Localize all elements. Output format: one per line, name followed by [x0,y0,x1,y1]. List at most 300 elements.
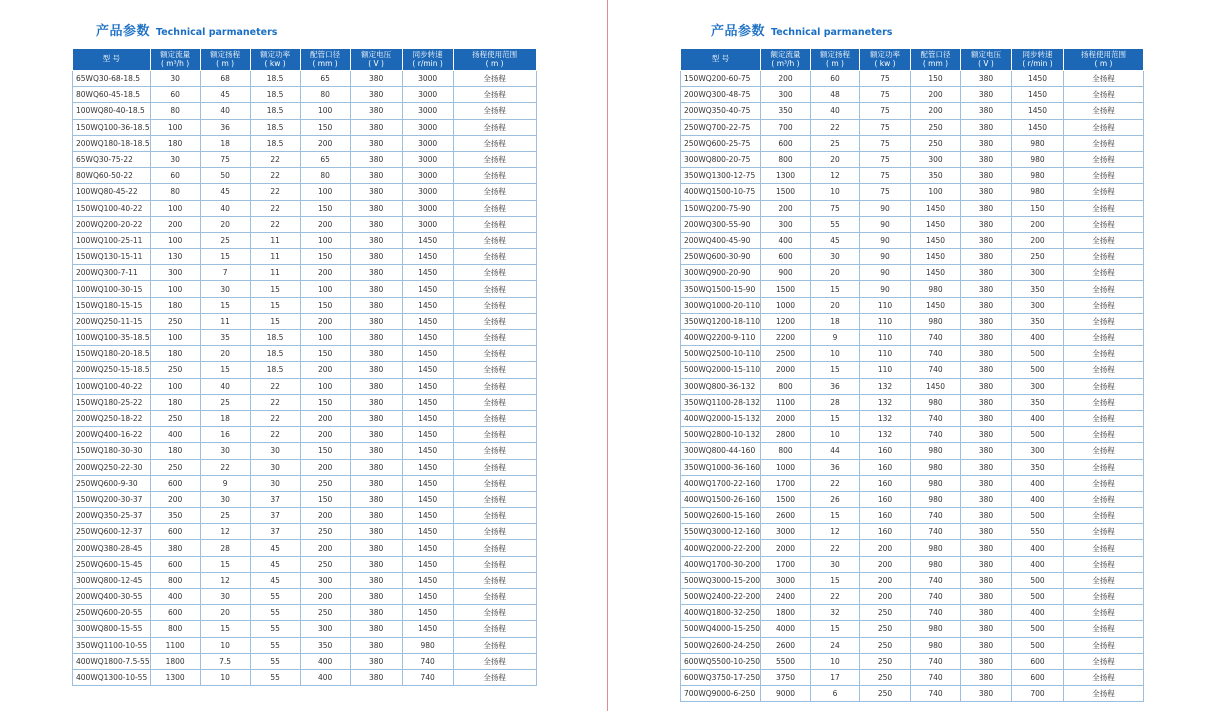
table-cell: 250 [860,686,911,702]
table-cell: 2400 [761,589,811,605]
table-cell: 200 [1012,216,1064,232]
table-row [73,637,537,653]
table-cell: 26 [811,491,860,507]
table-cell: 380 [961,119,1012,135]
table-cell: 1000 [761,459,811,475]
model-cell: 200WQ250-22-30 [73,459,151,475]
table-cell: 380 [961,686,1012,702]
table-cell: 132 [860,394,911,410]
table-cell: 800 [761,151,811,167]
table-cell: 2200 [761,330,811,346]
table-cell: 全扬程 [453,621,536,637]
table-cell: 100 [150,119,200,135]
table-cell: 全扬程 [453,232,536,248]
table-cell: 75 [860,103,911,119]
model-cell: 150WQ180-30-30 [73,443,151,459]
table-cell: 980 [1012,168,1064,184]
table-cell: 25 [811,135,860,151]
table-cell: 380 [961,508,1012,524]
table-cell: 740 [911,572,961,588]
model-cell: 300WQ800-12-45 [73,572,151,588]
table-cell: 380 [961,232,1012,248]
column-header-label: 型 号 [711,54,730,64]
table-cell: 500 [1012,362,1064,378]
table-row [681,475,1144,491]
table-cell: 37 [250,524,300,540]
table-cell: 380 [961,443,1012,459]
table-cell: 22 [250,184,300,200]
table-cell: 380 [961,200,1012,216]
table-cell: 160 [860,508,911,524]
table-header-row [73,49,537,71]
table-cell: 1450 [402,394,453,410]
table-cell: 1100 [761,394,811,410]
table-cell: 60 [150,87,200,103]
left-page [0,0,606,711]
table-cell: 全扬程 [1064,216,1144,232]
table-row [73,394,537,410]
model-cell: 200WQ200-20-22 [73,216,151,232]
table-cell: 380 [350,637,402,653]
column-header-unit: ( mm ) [922,58,949,68]
table-cell: 600 [1012,669,1064,685]
table-cell: 980 [911,459,961,475]
table-cell: 30 [200,443,250,459]
column-header [911,49,961,71]
table-cell: 10 [811,653,860,669]
table-cell: 36 [200,119,250,135]
table-cell: 45 [250,540,300,556]
table-cell: 400 [1012,540,1064,556]
model-cell: 150WQ180-15-15 [73,297,151,313]
table-cell: 32 [811,605,860,621]
table-cell: 全扬程 [1064,605,1144,621]
table-cell: 160 [860,443,911,459]
table-cell: 22 [811,589,860,605]
table-cell: 300 [1012,297,1064,313]
table-cell: 全扬程 [453,589,536,605]
table-cell: 22 [250,151,300,167]
table-cell: 380 [350,313,402,329]
table-cell: 全扬程 [453,346,536,362]
table-row [681,540,1144,556]
table-cell: 740 [911,589,961,605]
table-cell: 160 [860,491,911,507]
model-cell: 400WQ2000-22-200 [681,540,761,556]
model-cell: 600WQ3750-17-250 [681,669,761,685]
table-cell: 全扬程 [1064,572,1144,588]
table-cell: 980 [911,281,961,297]
table-row [73,168,537,184]
table-row [681,281,1144,297]
table-cell: 110 [860,362,911,378]
model-cell: 550WQ3000-12-160 [681,524,761,540]
table-cell: 25 [200,232,250,248]
table-row [681,637,1144,653]
table-cell: 1450 [911,249,961,265]
column-header-label: 额定扬程 [820,50,850,59]
table-cell: 500 [1012,508,1064,524]
table-cell: 全扬程 [1064,394,1144,410]
column-header-label: 额定电压 [361,50,392,59]
table-row [681,669,1144,685]
table-cell: 28 [200,540,250,556]
table-cell: 380 [961,346,1012,362]
table-cell: 380 [350,249,402,265]
table-cell: 150 [300,443,350,459]
table-cell: 740 [911,669,961,685]
column-header-label: 配管口径 [310,50,341,59]
table-row [73,297,537,313]
table-cell: 400 [1012,410,1064,426]
table-cell: 30 [200,281,250,297]
table-cell: 1500 [761,184,811,200]
column-header [73,49,151,71]
table-cell: 75 [860,71,911,87]
table-cell: 45 [811,232,860,248]
table-cell: 18 [811,313,860,329]
model-cell: 150WQ130-15-11 [73,249,151,265]
model-cell: 400WQ1800-7.5-55 [73,653,151,669]
model-cell: 250WQ600-12-37 [73,524,151,540]
table-cell: 1450 [402,459,453,475]
table-cell: 45 [200,184,250,200]
column-header [300,49,350,71]
table-row [681,216,1144,232]
table-cell: 600 [150,524,200,540]
table-cell: 全扬程 [1064,589,1144,605]
column-header-label: 同步转速 [1022,50,1053,59]
table-cell: 全扬程 [453,410,536,426]
table-cell: 380 [961,216,1012,232]
table-row [73,653,537,669]
column-header-unit: ( m³/h ) [161,58,190,68]
table-row [73,281,537,297]
table-cell: 全扬程 [453,362,536,378]
table-cell: 380 [350,87,402,103]
table-cell: 全扬程 [453,524,536,540]
table-row [681,556,1144,572]
table-cell: 1450 [402,589,453,605]
model-cell: 250WQ600-25-75 [681,135,761,151]
column-header-unit: ( kw ) [874,58,896,68]
table-cell: 1500 [761,281,811,297]
table-cell: 30 [250,459,300,475]
table-cell: 1450 [1012,71,1064,87]
table-cell: 130 [150,249,200,265]
table-cell: 15 [200,621,250,637]
model-cell: 350WQ1100-28-132 [681,394,761,410]
table-cell: 3750 [761,669,811,685]
table-cell: 55 [250,637,300,653]
table-cell: 1450 [402,232,453,248]
model-cell: 350WQ1200-18-110 [681,313,761,329]
table-cell: 1450 [911,232,961,248]
column-header [250,49,300,71]
table-cell: 7.5 [200,653,250,669]
table-cell: 1450 [402,572,453,588]
table-cell: 150 [300,346,350,362]
table-cell: 全扬程 [453,475,536,491]
table-cell: 1450 [402,621,453,637]
table-cell: 18.5 [250,103,300,119]
table-cell: 800 [761,378,811,394]
model-cell: 700WQ9000-6-250 [681,686,761,702]
table-cell: 200 [300,459,350,475]
table-cell: 全扬程 [453,653,536,669]
model-cell: 200WQ380-28-45 [73,540,151,556]
model-cell: 300WQ800-15-55 [73,621,151,637]
table-row [681,443,1144,459]
table-cell: 2600 [761,508,811,524]
table-cell: 全扬程 [1064,330,1144,346]
table-cell: 3000 [402,151,453,167]
model-cell: 150WQ180-25-22 [73,394,151,410]
table-cell: 10 [811,184,860,200]
table-cell: 11 [200,313,250,329]
table-cell: 400 [761,232,811,248]
table-cell: 250 [300,556,350,572]
model-cell: 400WQ1500-26-160 [681,491,761,507]
table-cell: 200 [300,589,350,605]
table-cell: 1450 [402,524,453,540]
table-cell: 全扬程 [453,281,536,297]
table-cell: 30 [150,71,200,87]
table-row [681,410,1144,426]
table-row [681,249,1144,265]
model-cell: 200WQ400-45-90 [681,232,761,248]
table-cell: 40 [200,103,250,119]
table-row [681,394,1144,410]
table-cell: 55 [250,605,300,621]
table-cell: 300 [1012,265,1064,281]
table-cell: 740 [911,605,961,621]
table-cell: 200 [860,572,911,588]
table-cell: 740 [911,330,961,346]
table-cell: 40 [200,378,250,394]
table-cell: 全扬程 [453,265,536,281]
table-cell: 380 [350,362,402,378]
table-row [681,508,1144,524]
table-cell: 100 [300,184,350,200]
table-cell: 740 [402,669,453,685]
table-cell: 980 [911,637,961,653]
table-cell: 4000 [761,621,811,637]
table-cell: 380 [350,427,402,443]
table-row [681,572,1144,588]
heading-zh: 产品参数 [96,24,151,39]
table-cell: 400 [1012,491,1064,507]
table-row [73,524,537,540]
table-cell: 600 [150,605,200,621]
table-row [73,589,537,605]
table-cell: 380 [961,297,1012,313]
table-cell: 22 [200,459,250,475]
column-header-label: 扬程使用范围 [1081,50,1126,59]
model-cell: 500WQ4000-15-250 [681,621,761,637]
model-cell: 200WQ350-40-75 [681,103,761,119]
table-cell: 1800 [761,605,811,621]
table-cell: 90 [860,200,911,216]
model-cell: 150WQ200-75-90 [681,200,761,216]
table-cell: 全扬程 [453,394,536,410]
table-cell: 22 [250,200,300,216]
model-cell: 350WQ1000-36-160 [681,459,761,475]
table-cell: 60 [811,71,860,87]
model-cell: 150WQ200-60-75 [681,71,761,87]
table-cell: 380 [350,475,402,491]
table-cell: 380 [961,281,1012,297]
table-cell: 100 [300,330,350,346]
table-cell: 75 [860,168,911,184]
table-cell: 15 [200,556,250,572]
table-cell: 380 [350,103,402,119]
table-cell: 全扬程 [1064,475,1144,491]
table-cell: 150 [300,200,350,216]
table-cell: 22 [250,168,300,184]
column-header-unit: ( m ) [1094,58,1113,68]
table-cell: 380 [961,87,1012,103]
table-cell: 400 [300,653,350,669]
table-cell: 22 [250,378,300,394]
column-header [961,49,1012,71]
model-cell: 80WQ60-50-22 [73,168,151,184]
table-cell: 1500 [761,491,811,507]
table-row [73,216,537,232]
table-cell: 380 [350,184,402,200]
table-cell: 15 [200,362,250,378]
column-header [1012,49,1064,71]
table-cell: 11 [250,265,300,281]
model-cell: 100WQ100-25-11 [73,232,151,248]
table-cell: 15 [250,313,300,329]
table-cell: 250 [911,119,961,135]
table-cell: 15 [811,572,860,588]
table-cell: 1450 [402,556,453,572]
table-cell: 20 [200,605,250,621]
table-cell: 1450 [402,313,453,329]
model-cell: 400WQ1700-22-160 [681,475,761,491]
table-cell: 22 [811,119,860,135]
table-cell: 20 [811,297,860,313]
table-cell: 75 [811,200,860,216]
table-cell: 380 [350,605,402,621]
table-cell: 200 [300,313,350,329]
table-cell: 250 [1012,249,1064,265]
table-cell: 10 [811,346,860,362]
table-cell: 12 [811,524,860,540]
table-cell: 380 [961,378,1012,394]
table-cell: 1450 [1012,119,1064,135]
table-cell: 250 [860,621,911,637]
model-cell: 400WQ1300-10-55 [73,669,151,685]
column-header [350,49,402,71]
table-row [73,232,537,248]
table-cell: 全扬程 [453,556,536,572]
model-cell: 400WQ2200-9-110 [681,330,761,346]
table-row [681,621,1144,637]
table-cell: 350 [1012,459,1064,475]
table-cell: 700 [1012,686,1064,702]
table-cell: 250 [860,637,911,653]
table-cell: 250 [860,653,911,669]
table-cell: 90 [860,232,911,248]
table-cell: 全扬程 [1064,184,1144,200]
table-cell: 全扬程 [453,572,536,588]
table-cell: 全扬程 [453,669,536,685]
model-cell: 500WQ2400-22-200 [681,589,761,605]
table-row [681,119,1144,135]
table-cell: 250 [911,135,961,151]
table-cell: 1450 [402,427,453,443]
table-cell: 200 [300,410,350,426]
table-cell: 100 [911,184,961,200]
table-cell: 全扬程 [453,637,536,653]
column-header-unit: ( V ) [368,58,384,68]
table-cell: 1450 [402,491,453,507]
table-cell: 380 [961,265,1012,281]
table-cell: 18.5 [250,119,300,135]
table-cell: 800 [150,572,200,588]
model-cell: 65WQ30-68-18.5 [73,71,151,87]
table-cell: 1450 [911,216,961,232]
column-header-label: 型 号 [102,54,120,64]
table-row [681,103,1144,119]
column-header-unit: ( m ) [485,58,504,68]
table-cell: 3000 [402,168,453,184]
table-cell: 380 [961,362,1012,378]
model-cell: 350WQ1100-10-55 [73,637,151,653]
table-cell: 全扬程 [453,168,536,184]
table-cell: 740 [911,362,961,378]
table-cell: 7 [200,265,250,281]
column-header [761,49,811,71]
column-header-unit: ( r/min ) [412,58,443,68]
table-row [73,427,537,443]
table-row [73,103,537,119]
table-cell: 1450 [402,346,453,362]
table-cell: 550 [1012,524,1064,540]
table-row [73,119,537,135]
page-divider [607,0,608,711]
table-cell: 380 [961,572,1012,588]
table-cell: 30 [250,475,300,491]
table-cell: 200 [150,216,200,232]
model-cell: 600WQ5500-10-250 [681,653,761,669]
table-cell: 1450 [402,605,453,621]
table-row [73,135,537,151]
table-cell: 90 [860,249,911,265]
table-cell: 80 [150,184,200,200]
table-cell: 110 [860,313,911,329]
table-cell: 250 [300,475,350,491]
table-cell: 600 [761,135,811,151]
column-header-label: 额定功率 [870,50,900,59]
table-cell: 90 [860,265,911,281]
table-cell: 250 [150,459,200,475]
table-cell: 150 [300,249,350,265]
table-cell: 20 [811,151,860,167]
table-row [681,71,1144,87]
column-header-label: 配管口径 [920,50,951,59]
model-cell: 150WQ100-40-22 [73,200,151,216]
table-cell: 1450 [402,281,453,297]
table-cell: 300 [761,216,811,232]
table-cell: 10 [200,637,250,653]
table-row [681,87,1144,103]
table-cell: 全扬程 [453,313,536,329]
table-cell: 1450 [911,265,961,281]
